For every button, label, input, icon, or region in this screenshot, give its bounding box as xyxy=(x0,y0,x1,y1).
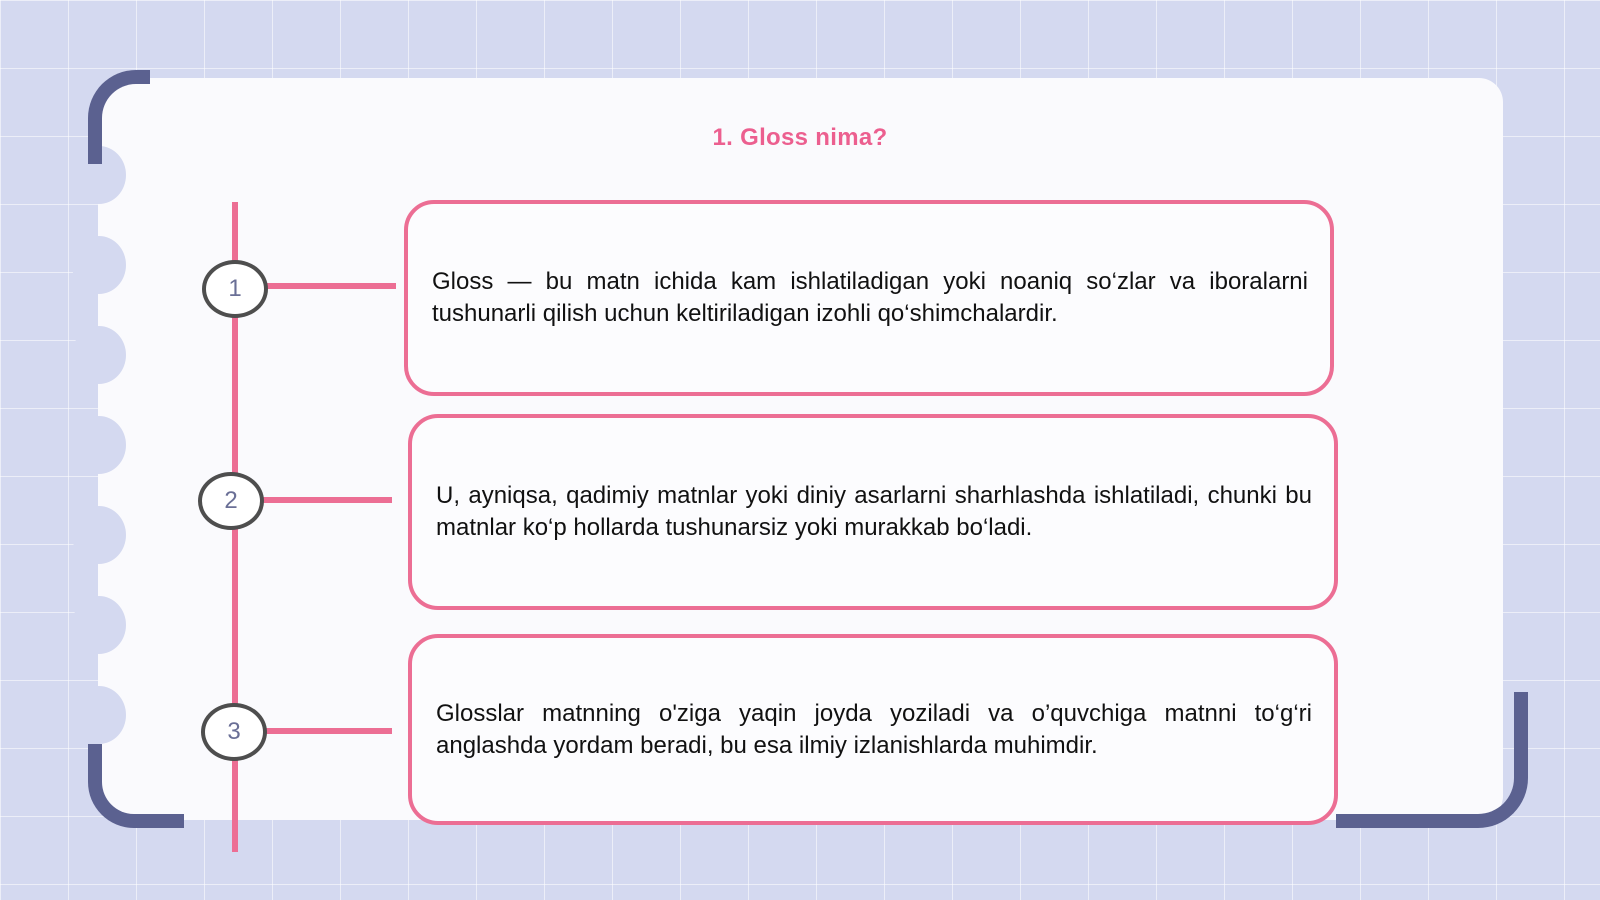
scallop-notch xyxy=(72,236,126,294)
step-number: 2 xyxy=(224,487,238,514)
step-description: Glosslar matnning o'ziga yaqin joyda yoziladi va o’quvchiga matnni to‘g‘ri anglashda yordam beradi, bu esa ilmiy izlanishlarda muhimdir. xyxy=(436,699,1312,759)
scallop-notch xyxy=(72,326,126,384)
scallop-notch xyxy=(72,596,126,654)
scallop-notch xyxy=(72,506,126,564)
step-number-badge xyxy=(198,472,264,530)
step-number: 3 xyxy=(227,718,241,745)
step-number-badge xyxy=(201,703,267,761)
corner-bracket-bottom-left xyxy=(88,744,184,828)
step-description: Gloss — bu matn ichida kam ishlatiladigan yoki noaniq so‘zlar va iboralarni tushunarli qilish uchun keltiriladigan izohli qo‘shimchalardir. xyxy=(432,268,1308,327)
timeline-connector xyxy=(262,283,396,289)
timeline-connector xyxy=(262,497,392,503)
step-description: U, ayniqsa, qadimiy matnlar yoki diniy asarlarni sharhlashda ishlatiladi, chunki bu matnlar ko‘p hollarda tushunarsiz yoki murakkab bo‘ladi. xyxy=(436,482,1312,541)
scallop-notch xyxy=(72,416,126,474)
corner-bracket-bottom-right xyxy=(1336,692,1528,828)
step-card xyxy=(408,634,1338,825)
scallop-notch xyxy=(72,686,126,744)
timeline-connector xyxy=(262,728,392,734)
slide-title: 1. Gloss nima? xyxy=(712,124,888,151)
step-number: 1 xyxy=(228,275,242,302)
corner-bracket-top-left xyxy=(88,70,150,164)
step-card xyxy=(404,200,1334,396)
step-number-badge xyxy=(202,260,268,318)
step-card xyxy=(408,414,1338,610)
